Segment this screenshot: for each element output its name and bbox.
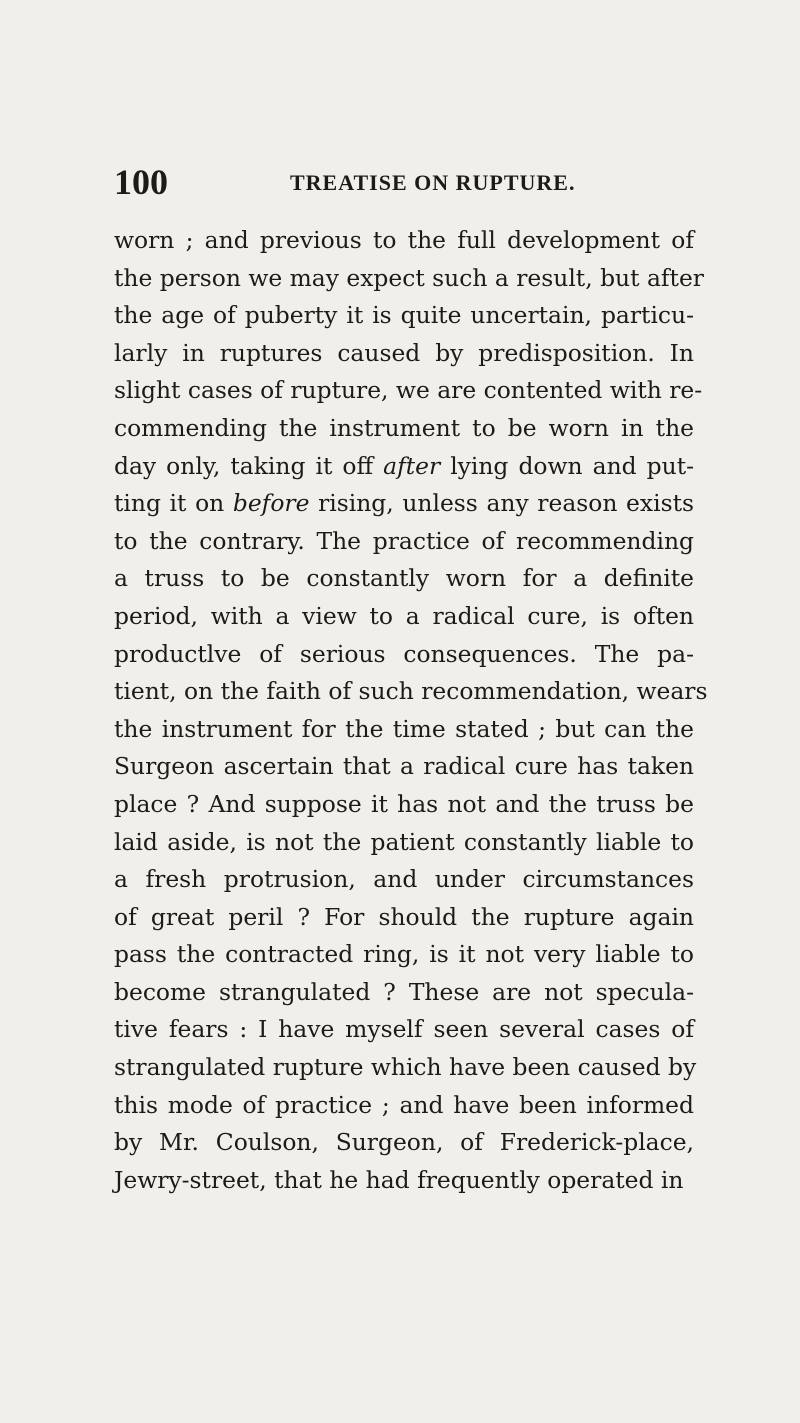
text-line bbox=[114, 748, 694, 786]
text-line bbox=[114, 372, 703, 410]
text-run: become strangulated ? These are not specula- bbox=[114, 977, 694, 1006]
text-run: lying down and put- bbox=[440, 451, 694, 480]
text-line bbox=[114, 899, 694, 937]
text-run: rising, unless any reason exists bbox=[309, 489, 694, 518]
text-line bbox=[114, 711, 694, 749]
text-line bbox=[114, 786, 694, 824]
text-run: day only, taking it off bbox=[114, 451, 384, 480]
body-paragraph bbox=[114, 222, 708, 1199]
text-line bbox=[114, 448, 694, 486]
text-run: of great peril ? For should the rupture again bbox=[114, 902, 694, 931]
text-run: worn ; and previous to the full development of bbox=[114, 226, 694, 254]
text-run: the person we may expect such a result, but after bbox=[114, 263, 704, 292]
text-line bbox=[114, 824, 694, 862]
text-line bbox=[114, 1124, 694, 1162]
text-line bbox=[114, 598, 694, 636]
text-run: Jewry-street, that he had frequently operated in bbox=[114, 1165, 684, 1194]
text-run: ting it on bbox=[114, 489, 233, 518]
text-run: pass the contracted ring, is it not very liable to bbox=[114, 940, 694, 969]
text-line bbox=[114, 297, 694, 335]
text-run: laid aside, is not the patient constantly liable to bbox=[114, 827, 694, 856]
text-run: place ? And suppose it has not and the truss be bbox=[114, 789, 694, 818]
page-number: 100 bbox=[114, 162, 168, 202]
text-run: the instrument for the time stated ; but can the bbox=[114, 714, 694, 743]
text-line bbox=[114, 485, 694, 523]
text-run: strangulated rupture which have been caused by bbox=[114, 1053, 697, 1082]
text-line bbox=[114, 260, 704, 298]
text-run: to the contrary. The practice of recommending bbox=[114, 526, 694, 555]
text-line bbox=[114, 222, 694, 260]
text-run: slight cases of rupture, we are contented with re- bbox=[114, 376, 703, 405]
text-line bbox=[114, 1011, 694, 1049]
text-line bbox=[114, 936, 694, 974]
text-line bbox=[114, 410, 694, 448]
text-line bbox=[114, 560, 694, 598]
text-line bbox=[114, 861, 694, 899]
text-run: Surgeon ascertain that a radical cure has taken bbox=[114, 752, 694, 781]
text-line bbox=[114, 1087, 694, 1125]
text-run: tive fears : I have myself seen several cases of bbox=[114, 1015, 694, 1044]
text-line bbox=[114, 974, 694, 1012]
text-run: a truss to be constantly worn for a definite bbox=[114, 564, 694, 593]
text-line bbox=[114, 523, 694, 561]
text-run: by Mr. Coulson, Surgeon, of Frederick-place, bbox=[114, 1128, 694, 1157]
text-line bbox=[114, 1049, 697, 1087]
text-run: the age of puberty it is quite uncertain, particu- bbox=[114, 301, 694, 330]
text-run: a fresh protrusion, and under circumstances bbox=[114, 865, 694, 894]
text-line bbox=[114, 335, 694, 373]
text-line bbox=[114, 1162, 694, 1200]
text-run: this mode of practice ; and have been informed bbox=[114, 1090, 694, 1119]
text-run: tient, on the faith of such recommendation, wears bbox=[114, 677, 708, 706]
text-line bbox=[114, 636, 694, 674]
text-line bbox=[114, 673, 708, 711]
page-header bbox=[114, 162, 714, 202]
running-head: TREATISE ON RUPTURE. bbox=[290, 170, 576, 195]
text-run: productlve of serious consequences. The pa- bbox=[114, 639, 694, 668]
text-run: period, with a view to a radical cure, is often bbox=[114, 601, 694, 630]
text-run: commending the instrument to be worn in the bbox=[114, 413, 694, 442]
italic-text-run: before bbox=[232, 489, 310, 518]
text-run: larly in ruptures caused by predisposition. In bbox=[114, 338, 694, 367]
italic-text-run: after bbox=[383, 451, 441, 480]
